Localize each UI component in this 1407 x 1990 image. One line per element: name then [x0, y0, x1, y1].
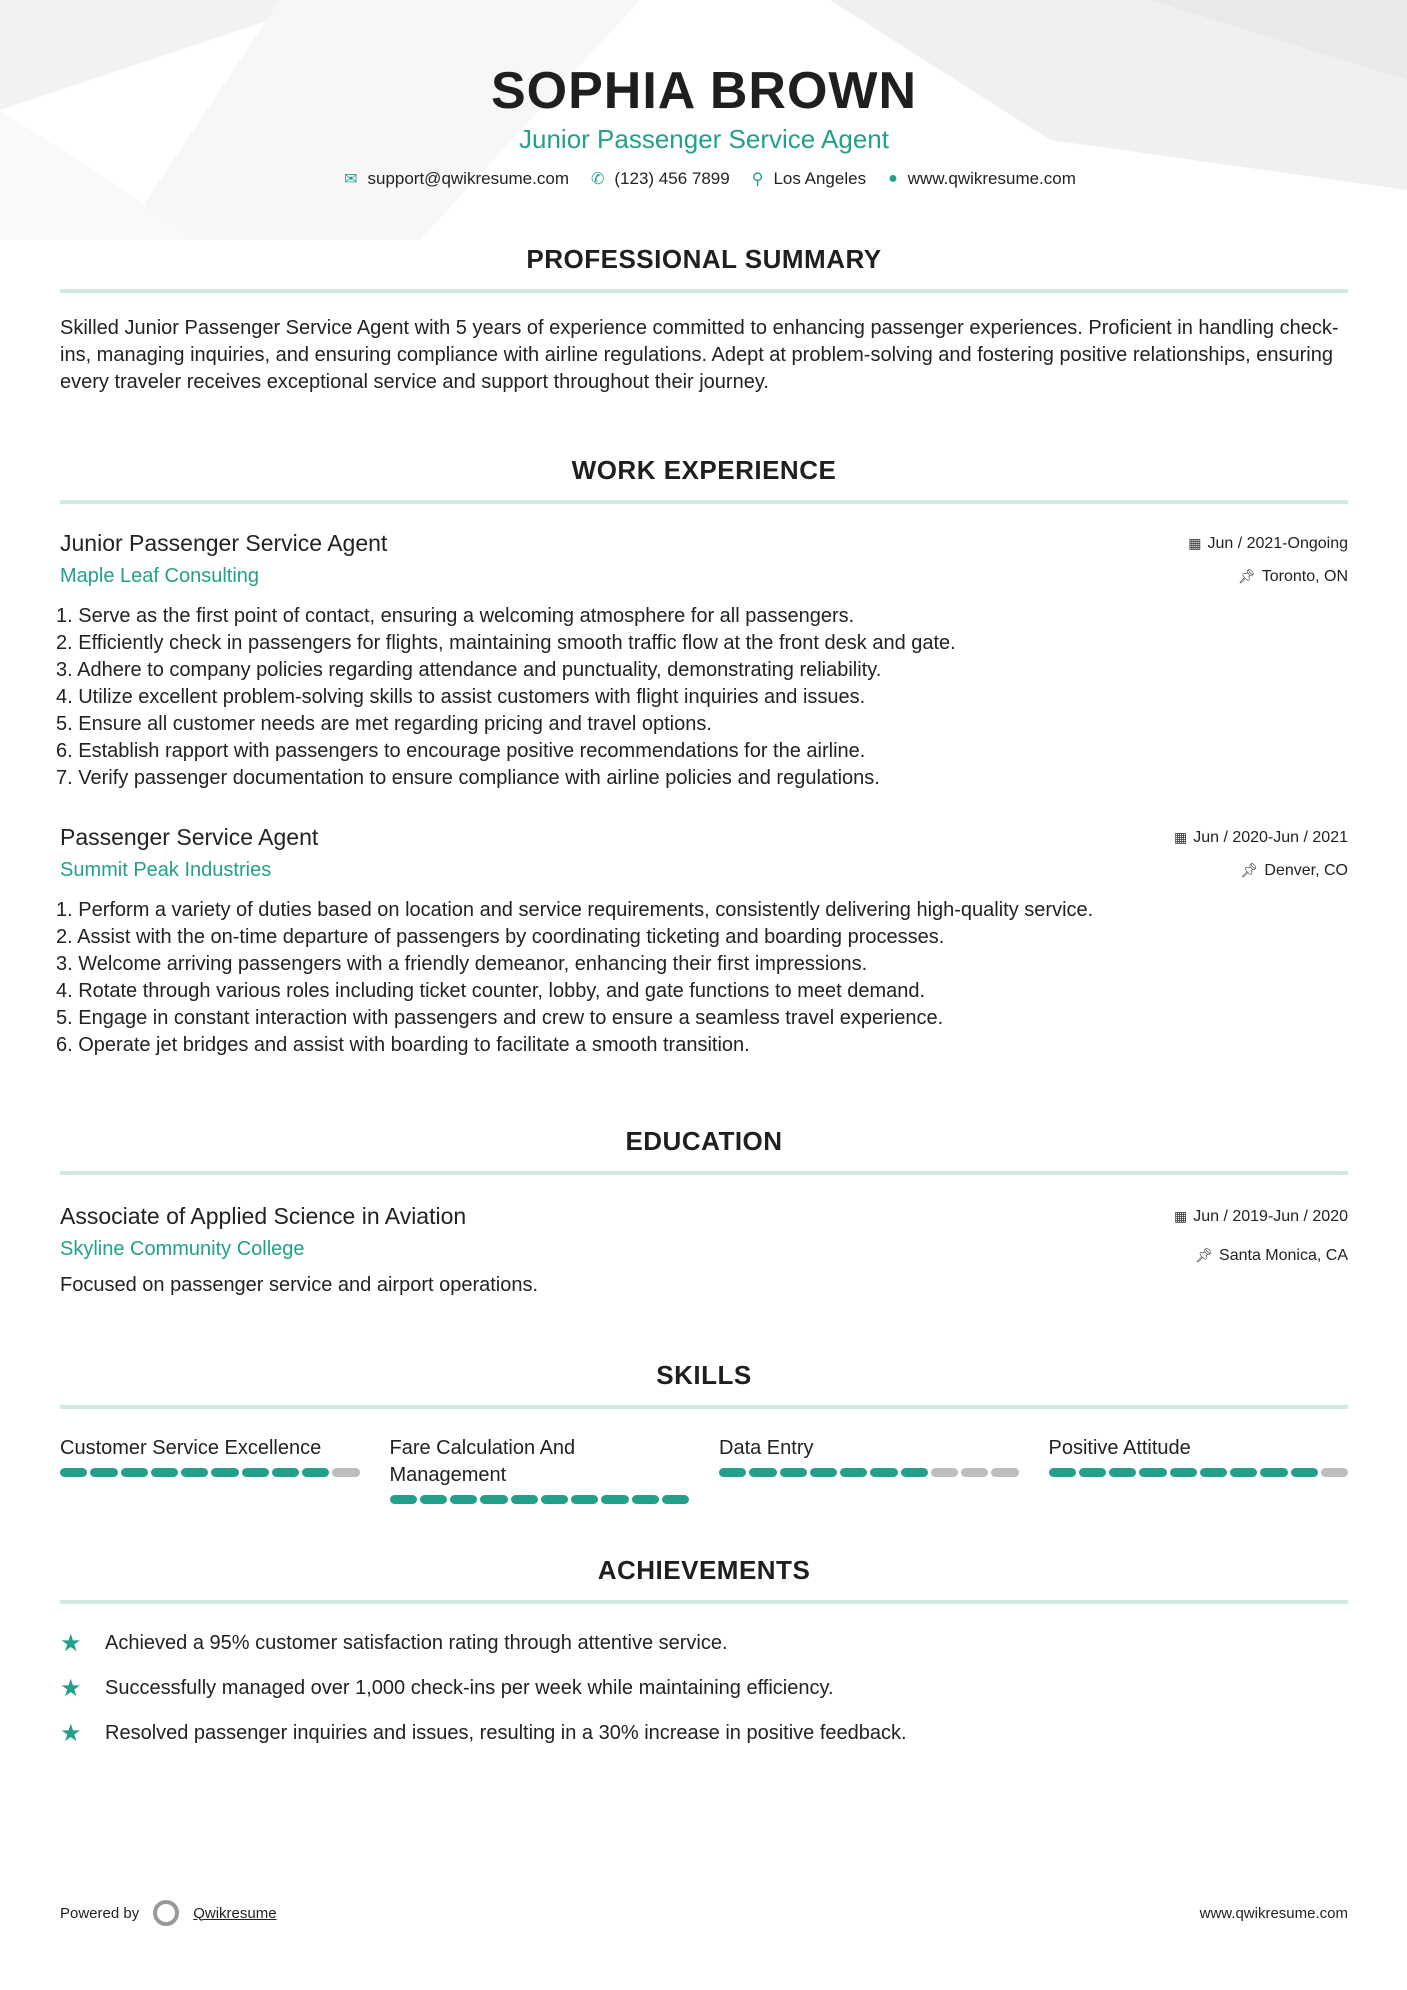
skill-name: Data Entry	[719, 1437, 814, 1459]
website[interactable]: www.qwikresume.com	[907, 169, 1076, 188]
calendar-icon: ▦	[1173, 829, 1188, 845]
job-bullets	[56, 897, 1348, 1059]
achievement-item	[60, 1720, 1348, 1747]
list-item: 6. Operate jet bridges and assist with boarding to facilitate a smooth transition.	[56, 1034, 750, 1056]
education-location: Santa Monica, CA	[1219, 1247, 1348, 1264]
divider	[60, 1171, 1348, 1175]
skill-segment	[662, 1495, 689, 1504]
calendar-icon: ▦	[1173, 1208, 1188, 1224]
candidate-name: SOPHIA BROWN	[490, 62, 918, 120]
skill-segment	[511, 1495, 538, 1504]
education-entry	[60, 1201, 1348, 1266]
powered-by: Powered by	[60, 1904, 140, 1922]
job-location: Denver, CO	[1264, 862, 1348, 879]
skill-segment	[632, 1495, 659, 1504]
list-item: 4. Rotate through various roles including ticket counter, lobby, and gate functions to meet demand.	[56, 980, 926, 1002]
star-icon: ★	[60, 1720, 82, 1747]
skill-segment	[1079, 1468, 1106, 1477]
divider	[60, 1405, 1348, 1409]
skill-segment	[870, 1468, 897, 1477]
skill-segment	[1139, 1468, 1166, 1477]
skill-item	[1049, 1435, 1349, 1504]
email[interactable]: support@qwikresume.com	[367, 169, 569, 188]
education-date: Jun / 2019-Jun / 2020	[1193, 1208, 1348, 1225]
skill-segment	[1321, 1468, 1348, 1477]
experience-heading: WORK EXPERIENCE	[571, 455, 837, 485]
skill-item	[60, 1435, 390, 1504]
skill-segment	[1291, 1468, 1318, 1477]
job-date: Jun / 2020-Jun / 2021	[1193, 829, 1348, 846]
skill-segment	[181, 1468, 208, 1477]
skill-level-bar	[1049, 1468, 1349, 1477]
globe-icon: ●	[888, 170, 898, 187]
footer	[60, 1900, 1348, 1926]
skill-segment	[151, 1468, 178, 1477]
achievements-heading: ACHIEVEMENTS	[597, 1555, 811, 1585]
candidate-title: Junior Passenger Service Agent	[519, 124, 889, 154]
skill-segment	[1049, 1468, 1076, 1477]
skill-segment	[931, 1468, 958, 1477]
job-entry	[60, 528, 1348, 589]
list-item: 5. Engage in constant interaction with passengers and crew to ensure a seamless travel experience.	[56, 1007, 944, 1029]
list-item: 3. Welcome arriving passengers with a friendly demeanor, enhancing their first impressions.	[56, 953, 868, 975]
skills-heading: SKILLS	[656, 1360, 752, 1390]
skill-segment	[571, 1495, 598, 1504]
job-date: Jun / 2021-Ongoing	[1207, 535, 1348, 552]
skill-segment	[991, 1468, 1018, 1477]
achievement-text: Resolved passenger inquiries and issues, resulting in a 30% increase in positive feedback.	[105, 1722, 907, 1744]
skill-segment	[420, 1495, 447, 1504]
list-item: 7. Verify passenger documentation to ensure compliance with airline policies and regulations.	[56, 767, 880, 789]
list-item: 6. Establish rapport with passengers to encourage positive recommendations for the airline.	[56, 740, 866, 762]
skill-segment	[810, 1468, 837, 1477]
email-icon: ✉	[344, 171, 358, 188]
skill-segment	[780, 1468, 807, 1477]
brand-link[interactable]: Qwikresume	[193, 1904, 277, 1922]
skill-segment	[121, 1468, 148, 1477]
qwikresume-logo-icon	[153, 1900, 179, 1926]
company: Maple Leaf Consulting	[60, 565, 260, 587]
star-icon: ★	[60, 1675, 82, 1702]
skill-segment	[332, 1468, 359, 1477]
phone: (123) 456 7899	[614, 169, 730, 188]
pin-icon: 📌︎	[1195, 1247, 1214, 1263]
achievement-text: Successfully managed over 1,000 check-ins per week while maintaining efficiency.	[105, 1677, 834, 1699]
achievement-item	[60, 1675, 1348, 1702]
list-item: 4. Utilize excellent problem-solving skills to assist customers with flight inquiries and issues.	[56, 686, 866, 708]
skill-name: Customer Service Excellence	[60, 1437, 322, 1459]
job-title: Passenger Service Agent	[60, 824, 319, 850]
phone-icon: ✆	[590, 171, 605, 188]
achievement-item	[60, 1630, 1348, 1657]
skill-segment	[961, 1468, 988, 1477]
skill-name: Fare Calculation And Management	[389, 1437, 576, 1486]
skill-segment	[302, 1468, 329, 1477]
skill-segment	[242, 1468, 269, 1477]
summary-heading: PROFESSIONAL SUMMARY	[526, 244, 882, 274]
achievement-text: Achieved a 95% customer satisfaction rating through attentive service.	[105, 1632, 728, 1654]
location: Los Angeles	[773, 169, 867, 188]
job-bullets	[56, 603, 1348, 792]
skill-segment	[60, 1468, 87, 1477]
achievements-list	[60, 1630, 1348, 1747]
skill-segment	[1109, 1468, 1136, 1477]
skill-level-bar	[719, 1468, 1019, 1477]
skill-item	[719, 1435, 1049, 1504]
education-description: Focused on passenger service and airport operations.	[60, 1274, 539, 1296]
degree: Associate of Applied Science in Aviation	[60, 1203, 467, 1229]
skill-segment	[749, 1468, 776, 1477]
calendar-icon: ▦	[1188, 535, 1202, 551]
location-icon: ⚲	[751, 171, 764, 188]
education-heading: EDUCATION	[625, 1126, 783, 1156]
skill-segment	[272, 1468, 299, 1477]
skill-name: Positive Attitude	[1048, 1437, 1191, 1459]
skill-level-bar	[60, 1468, 360, 1477]
skill-segment	[541, 1495, 568, 1504]
skill-segment	[1260, 1468, 1287, 1477]
skill-segment	[211, 1468, 238, 1477]
pin-icon: 📌︎	[1240, 862, 1259, 878]
list-item: 2. Efficiently check in passengers for flights, maintaining smooth traffic flow at the front desk and gate.	[56, 632, 956, 654]
divider	[60, 1600, 1348, 1604]
list-item: 1. Serve as the first point of contact, ensuring a welcoming atmosphere for all passengers.	[56, 605, 855, 627]
divider	[60, 289, 1348, 293]
skill-segment	[1200, 1468, 1227, 1477]
school: Skyline Community College	[60, 1238, 305, 1260]
skill-segment	[90, 1468, 117, 1477]
list-item: 1. Perform a variety of duties based on location and service requirements, consistently delivering high-quality service.	[56, 899, 1094, 921]
skill-segment	[840, 1468, 867, 1477]
skill-level-bar	[390, 1495, 690, 1504]
list-item: 5. Ensure all customer needs are met regarding pricing and travel options.	[56, 713, 712, 735]
job-location: Toronto, ON	[1261, 568, 1348, 585]
contact-bar	[60, 169, 1348, 189]
skill-item	[390, 1435, 720, 1504]
job-entry	[60, 822, 1348, 883]
star-icon: ★	[60, 1630, 82, 1657]
pin-icon: 📌︎	[1237, 568, 1256, 584]
skill-segment	[390, 1495, 417, 1504]
job-title: Junior Passenger Service Agent	[60, 530, 388, 556]
skill-segment	[1170, 1468, 1197, 1477]
divider	[60, 500, 1348, 504]
list-item: 3. Adhere to company policies regarding attendance and punctuality, demonstrating reliability.	[56, 659, 882, 681]
skill-segment	[601, 1495, 628, 1504]
skill-segment	[901, 1468, 928, 1477]
skill-segment	[450, 1495, 477, 1504]
skill-segment	[719, 1468, 746, 1477]
company: Summit Peak Industries	[60, 859, 272, 881]
list-item: 2. Assist with the on-time departure of passengers by coordinating ticketing and boarding processes.	[56, 926, 945, 948]
summary-text: Skilled Junior Passenger Service Agent with 5 years of experience committed to enhancing passenger experiences. Proficient in handling check-ins, managing inquiries, and ensuring compliance with airline regulations. Adept at problem-solving and fostering positive relationships, ensuring every traveler receives exceptional service and support throughout their journey.	[60, 317, 1339, 393]
skill-segment	[1230, 1468, 1257, 1477]
skill-segment	[480, 1495, 507, 1504]
footer-website[interactable]: www.qwikresume.com	[1199, 1904, 1348, 1922]
skills-list	[60, 1435, 1348, 1504]
